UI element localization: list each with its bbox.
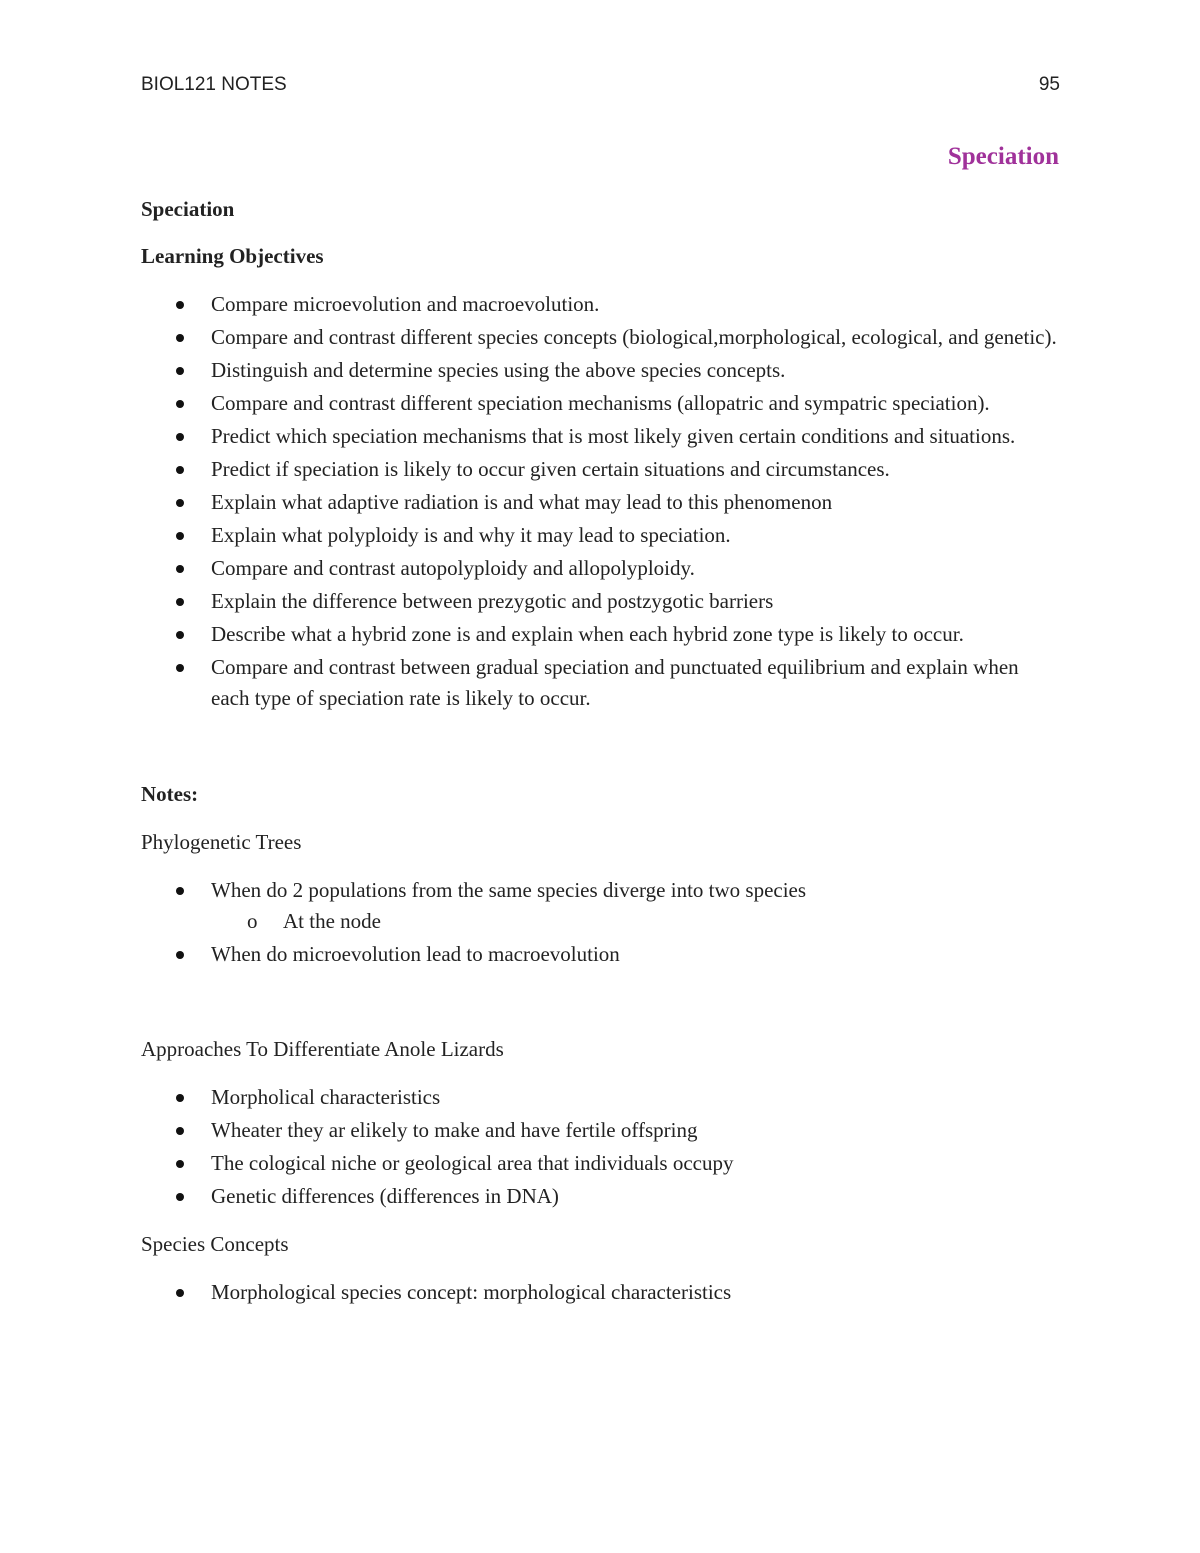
list-item-text: Compare microevolution and macroevolution. <box>211 292 600 316</box>
bullet-icon <box>176 631 184 639</box>
list-item <box>141 1115 1061 1146</box>
list-item-text: The cological niche or geological area that individuals occupy <box>211 1151 734 1175</box>
list-item-text: Genetic differences (differences in DNA) <box>211 1184 559 1208</box>
list-item-text: Compare and contrast autopolyploidy and allopolyploidy. <box>211 556 695 580</box>
bullet-icon <box>176 887 184 895</box>
list-item <box>141 289 1061 320</box>
page-number: 95 <box>1038 74 1060 95</box>
list-item-text: When do 2 populations from the same species diverge into two species <box>211 878 807 902</box>
list-item <box>141 1148 1061 1179</box>
document-title: Speciation <box>947 143 1059 170</box>
concepts-list <box>141 1277 1061 1308</box>
sub-list-item-text: At the node <box>283 909 381 933</box>
list-item-text: When do microevolution lead to macroevolution <box>211 942 620 966</box>
list-item <box>141 553 1061 584</box>
list-item-text: Compare and contrast different speciation mechanisms (allopatric and sympatric speciation). <box>211 391 990 415</box>
list-item <box>141 487 1061 518</box>
bullet-icon <box>176 400 184 408</box>
bullet-icon <box>176 1289 184 1297</box>
bullet-icon <box>176 433 184 441</box>
list-item <box>141 322 1061 353</box>
list-item <box>141 875 1061 937</box>
list-item-text: Compare and contrast different species concepts (biological,morphological, ecological, and genetic). <box>211 325 1057 349</box>
bullet-icon <box>176 951 184 959</box>
list-item <box>141 454 1061 485</box>
bullet-icon <box>176 664 184 672</box>
course-header: BIOL121 NOTES <box>141 74 287 95</box>
list-item <box>141 1082 1061 1113</box>
list-item-text: Morpholical characteristics <box>211 1085 441 1109</box>
bullet-icon <box>176 466 184 474</box>
circle-bullet-icon: o <box>247 909 258 933</box>
bullet-icon <box>176 565 184 573</box>
anole-heading: Approaches To Differentiate Anole Lizards <box>141 1037 504 1061</box>
list-item-text: Explain what polyploidy is and why it may lead to speciation. <box>211 523 731 547</box>
anole-list <box>141 1082 1061 1212</box>
list-item <box>141 586 1061 617</box>
bullet-icon <box>176 1127 184 1135</box>
list-item-text: Distinguish and determine species using the above species concepts. <box>211 358 786 382</box>
objectives-list <box>141 289 1061 714</box>
list-item-text: Wheater they ar elikely to make and have fertile offspring <box>211 1118 698 1142</box>
concepts-heading: Species Concepts <box>141 1232 289 1256</box>
bullet-icon <box>176 301 184 309</box>
list-item <box>141 520 1061 551</box>
document-body <box>141 194 1061 1310</box>
list-item-text: Compare and contrast between gradual speciation and punctuated equilibrium and explain when each type of speciation rate is likely to occur. <box>211 655 1019 710</box>
sub-list-item <box>211 906 1061 937</box>
objectives-heading: Learning Objectives <box>141 244 324 268</box>
phylo-heading: Phylogenetic Trees <box>141 830 302 854</box>
list-item-text: Predict which speciation mechanisms that is most likely given certain conditions and situations. <box>211 424 1016 448</box>
bullet-icon <box>176 532 184 540</box>
list-item <box>141 355 1061 386</box>
list-item <box>141 388 1061 419</box>
list-item-text: Explain the difference between prezygotic and postzygotic barriers <box>211 589 774 613</box>
list-item-text: Predict if speciation is likely to occur given certain situations and circumstances. <box>211 457 890 481</box>
list-item <box>141 421 1061 452</box>
sub-list <box>211 906 1061 937</box>
section-heading: Speciation <box>141 197 235 221</box>
bullet-icon <box>176 1094 184 1102</box>
list-item-text: Morphological species concept: morphological characteristics <box>211 1280 732 1304</box>
bullet-icon <box>176 1160 184 1168</box>
list-item <box>141 652 1061 714</box>
phylo-list <box>141 875 1061 970</box>
list-item <box>141 619 1061 650</box>
list-item <box>141 939 1061 970</box>
bullet-icon <box>176 598 184 606</box>
notes-heading: Notes: <box>141 782 199 806</box>
bullet-icon <box>176 1193 184 1201</box>
bullet-icon <box>176 367 184 375</box>
bullet-icon <box>176 499 184 507</box>
list-item-text: Explain what adaptive radiation is and what may lead to this phenomenon <box>211 490 833 514</box>
bullet-icon <box>176 334 184 342</box>
list-item <box>141 1277 1061 1308</box>
list-item-text: Describe what a hybrid zone is and explain when each hybrid zone type is likely to occur. <box>211 622 964 646</box>
list-item <box>141 1181 1061 1212</box>
